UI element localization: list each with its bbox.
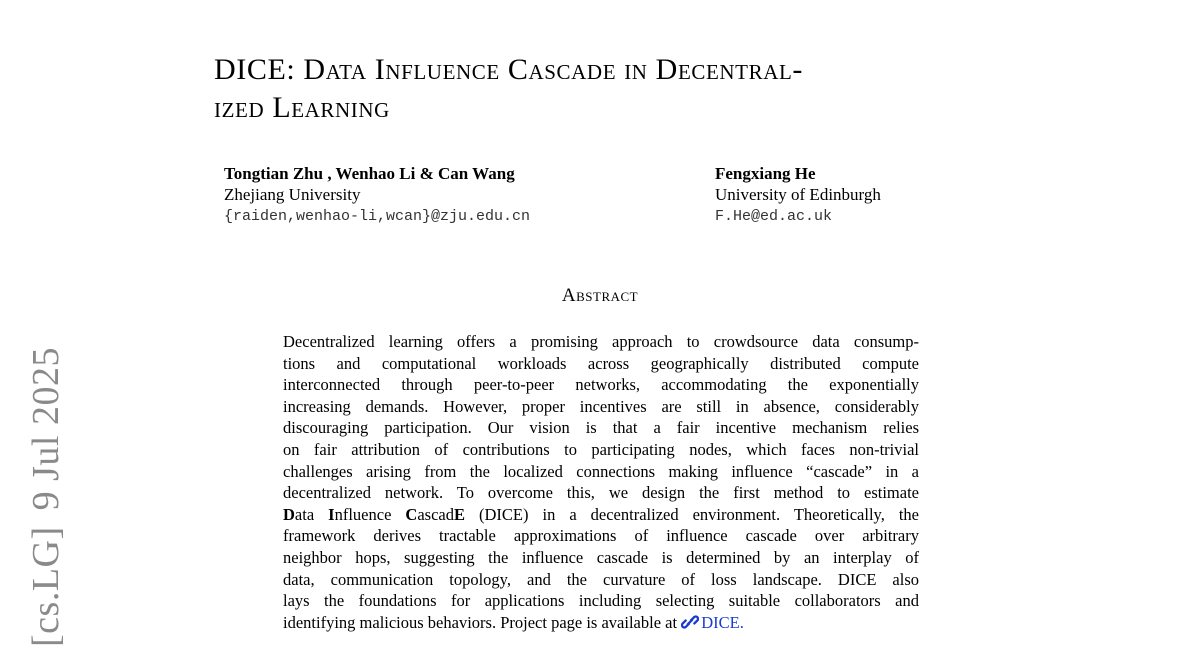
- abstract-line: Decentralized learning offers a promising approach to crowdsource data consump-: [283, 332, 919, 351]
- paper-title-line-2: ized Learning: [214, 91, 390, 124]
- arxiv-date: 9 Jul 2025: [25, 347, 67, 511]
- abstract-final-text: identifying malicious behaviors. Project page is available at: [283, 612, 682, 632]
- abstract-line: on fair attribution of contributions to participating nodes, which faces non-trivial: [283, 439, 919, 459]
- abstract-heading: Abstract: [561, 285, 639, 306]
- abstract-body: [283, 331, 919, 633]
- author-affiliation: University of Edinburgh: [715, 185, 881, 204]
- abstract-line: data, communication topology, and the curvature of loss landscape. DICE also: [283, 569, 919, 589]
- link-icon: [681, 614, 699, 630]
- author-email: F.He@ed.ac.uk: [715, 208, 833, 225]
- author-names: Tongtian Zhu , Wenhao Li & Can Wang: [224, 164, 515, 183]
- author-email: {raiden,wenhao-li,wcan}@zju.edu.cn: [224, 208, 531, 225]
- acronym-rest-i: nfluence: [334, 504, 406, 524]
- acronym-rest-d: ata: [294, 504, 329, 524]
- author-names: Fengxiang He: [715, 164, 816, 183]
- project-link-period: .: [739, 612, 744, 632]
- paper-title-line-1: DICE: Data Influence Cascade in Decentral-: [214, 53, 803, 86]
- abstract-line: framework derives tractable approximations of influence cascade over arbitrary: [283, 526, 919, 546]
- abstract-line: increasing demands. However, proper incentives are still in absence, considerably: [283, 396, 919, 416]
- abstract-line: tions and computational workloads across geographically distributed compute: [283, 353, 919, 373]
- abstract-line: lays the foundations for applications including selecting suitable collaborators and: [283, 591, 919, 611]
- paper-title: [214, 51, 1034, 127]
- author-affiliation: Zhejiang University: [224, 185, 361, 204]
- author-block-edinburgh: [715, 163, 881, 228]
- arxiv-identifier-stamp: [24, 347, 68, 647]
- acronym-tail: (DICE) in a decentralized environment. Theoretically, the: [465, 504, 920, 524]
- acronym-letter-c: C: [405, 504, 418, 524]
- abstract-line: discouraging participation. Our vision is that a fair incentive mechanism relies: [283, 418, 919, 438]
- acronym-letter-i: I: [328, 504, 335, 524]
- abstract-line: decentralized network. To overcome this, we design the first method to estimate: [283, 483, 919, 503]
- abstract-line: challenges arising from the localized connections making influence “cascade” in a: [283, 461, 919, 481]
- abstract-final-line: [283, 612, 919, 634]
- arxiv-category: [cs.LG]: [25, 526, 67, 647]
- project-page-link[interactable]: [681, 613, 744, 632]
- abstract-line: neighbor hops, suggesting the influence cascade is determined by an interplay of: [283, 547, 919, 567]
- acronym-letter-d: D: [283, 504, 295, 524]
- acronym-letter-e: E: [453, 504, 465, 524]
- abstract-acronym-line: [283, 504, 919, 526]
- author-block-zju: [224, 163, 530, 228]
- acronym-rest-c: ascad: [417, 504, 454, 524]
- project-link-label[interactable]: DICE: [701, 612, 740, 632]
- abstract-line: interconnected through peer-to-peer networks, accommodating the exponentially: [283, 375, 919, 395]
